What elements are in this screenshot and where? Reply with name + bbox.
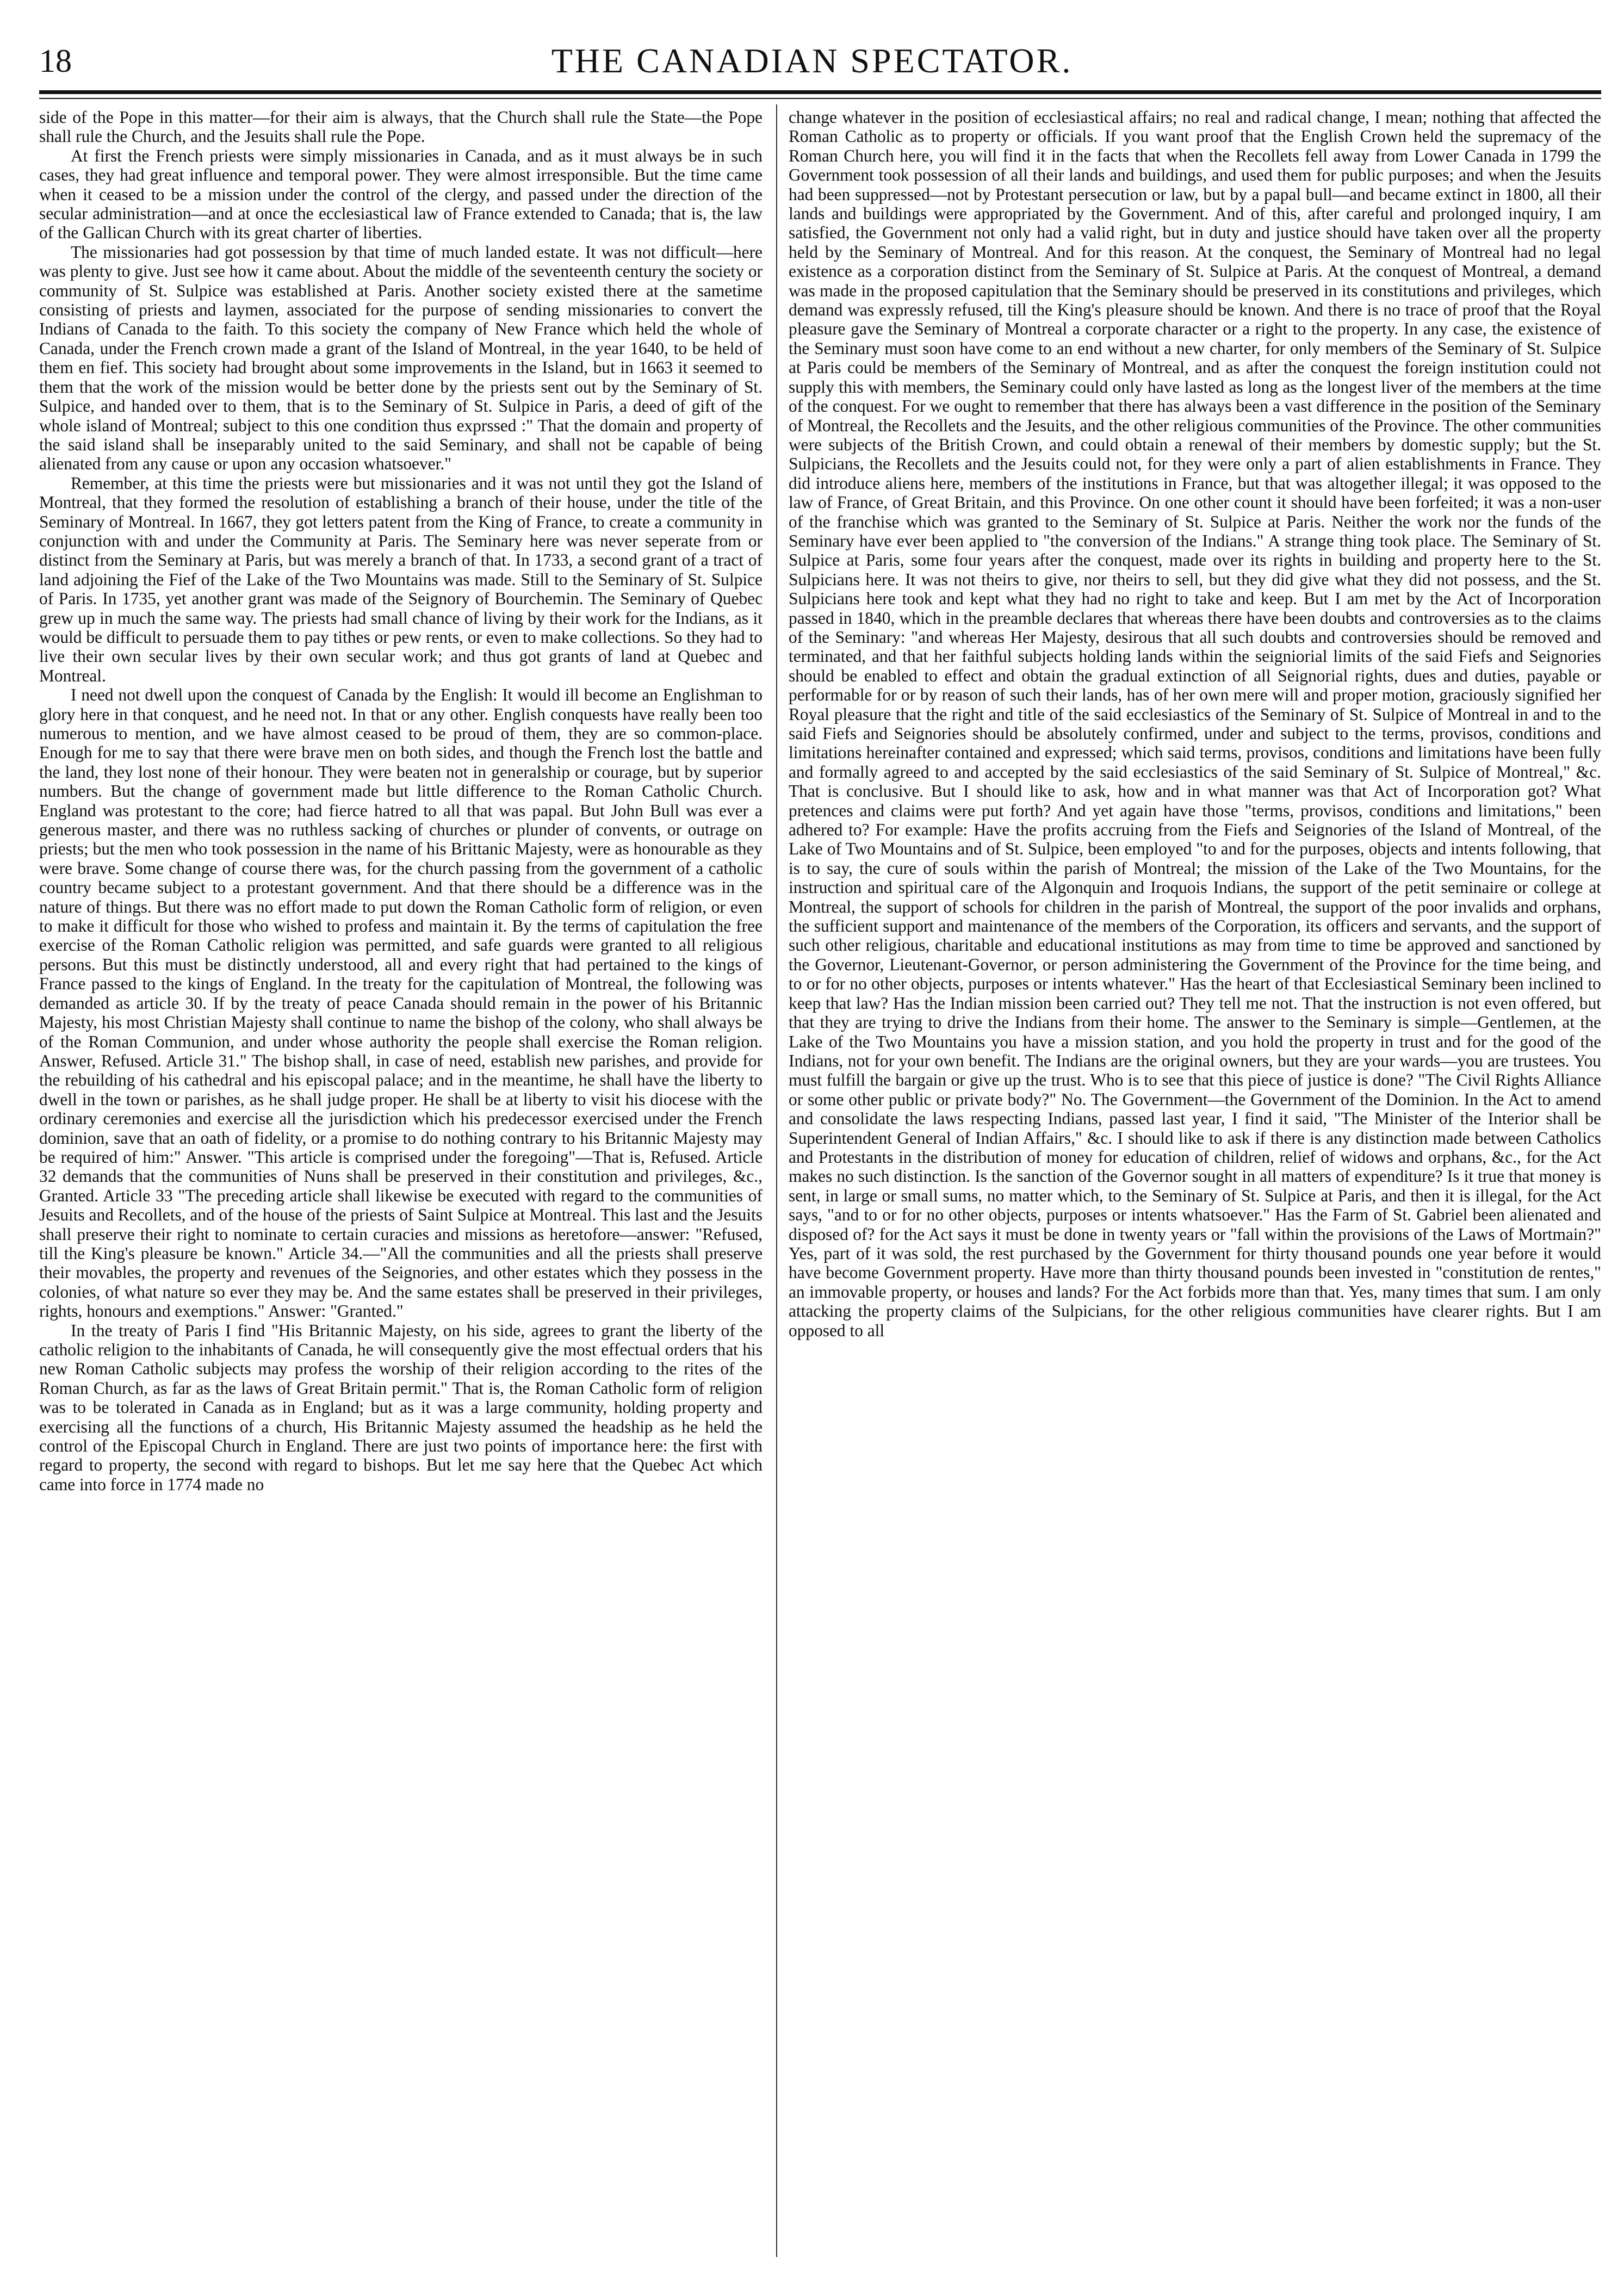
paragraph: The missionaries had got possession by that time of much landed estate. It was not difficult—here was plenty to give. Just see how it came about. About the middle of the seventeenth century the society or community of St. Sulpice was established at Paris. Another society existed there at the sametime consisting of priests and laymen, associated for the purpose of sending missionaries to convert the Indians of Canada to the faith. To this society the company of New France which held the whole of Canada, under the French crown made a grant of the Island of Montreal, in the year 1640, to be held of them en fief. This society had brought about some improvements in the Island, but in 1663 it seemed to them that the work of the mission would be better done by the priests sent out by the Seminary of St. Sulpice, and handed over to them, that is to the Seminary of St. Sulpice in Paris, a deed of gift of the whole island of Montreal; subject to this one condition thus exprssed :" That the domain and property of the said island shall be inseparably united to the said Seminary, and shall not be capable of being alienated from any cause or upon any occasion whatsoever."	[39, 242, 763, 474]
paragraph: Remember, at this time the priests were but missionaries and it was not until they got the Island of Montreal, that they formed the resolution of establishing a branch of their house, under the title of the Seminary of Montreal. In 1667, they got letters patent from the King of France, to create a community in conjunction with and under the Community at Paris. The Seminary here was never seperate from or distinct from the Seminary at Paris, but was merely a branch of that. In 1733, a second grant of a tract of land adjoining the Fief of the Lake of the Two Mountains was made. Still to the Seminary of St. Sulpice of Paris. In 1735, yet another grant was made of the Seignory of Bourchemin. The Seminary of Quebec grew up in much the same way. The priests had small chance of living by their work for the Indians, as it would be difficult to persuade them to pay tithes or pew rents, or even to make collections. So they had to live their own secular lives by their own secular work; and thus got grants of land at Quebec and Montreal.	[39, 473, 763, 685]
paragraph: change whatever in the position of ecclesiastical affairs; no real and radical change, I mean; nothing that affected the Roman Catholic as to property or officials. If you want proof that the English Crown held the supremacy of the Roman Church here, you will find it in the facts that when the Recollets fell away from Lower Canada in 1799 the Government took possession of all their lands and buildings, and used them for public purposes; and when the Jesuits had been suppressed—not by Protestant persecution or law, but by a papal bull—and became extinct in 1800, all their lands and buildings were appropriated by the Government. And of this, after careful and prolonged inquiry, I am satisfied, the Government not only had a valid right, but in duty and justice should have taken over all the property held by the Seminary of Montreal. And for this reason. At the conquest, the Seminary of Montreal had no legal existence as a corporation distinct from the Seminary of St. Sulpice at Paris. At the conquest of Montreal, a demand was made in the proposed capitulation that the Seminary should be preserved in its constitutions and privileges, which demand was expressly refused, till the King's pleasure should be known. And there is no trace of proof that the Royal pleasure gave the Seminary of Montreal a corporate character or a right to the property. In any case, the existence of the Seminary must soon have come to an end without a new charter, for only members of the Seminary of St. Sulpice at Paris could be members of the Seminary of Montreal, and as after the conquest the foreign institution could not supply this with members, the Seminary could only have lasted as long as the longest liver of the members at the time of the conquest. For we ought to remember that there has always been a vast difference in the position of the Seminary of Montreal, the Recollets and the Jesuits, and the other religious communities of the Province. The other communities were subjects of the British Crown, and could obtain a renewal of their members by domestic supply; but the St. Sulpicians, the Recollets and the Jesuits could not, for they were only a part of alien establishments in France. They did introduce aliens here, members of the institutions in France, but that was altogether illegal; it was opposed to the law of France, of Great Britain, and this Province. On one other count it should have been forfeited; it was a non-user of the franchise which was granted to the Seminary of St. Sulpice at Paris. Neither the work nor the funds of the Seminary have ever been applied to "the conversion of the Indians." A strange thing took place. The Seminary of St. Sulpice at Paris, some four years after the conquest, made over its rights in building and property here to the St. Sulpicians here. It was not theirs to give, nor theirs to sell, but they did give what they did not possess, and the St. Sulpicians here took and kept what they had no right to take and keep. But I am met by the Act of Incorporation passed in 1840, which in the preamble declares that whereas there have been doubts and controversies as to the claims of the Seminary: "and whereas Her Majesty, desirous that all such doubts and controversies should be removed and terminated, and that her faithful subjects holding lands within the seigniorial limits of the said Fiefs and Seignories should be enabled to effect and obtain the gradual extinction of all Seignorial rights, dues and duties, payable or performable for or by reason of such their lands, has of her own mere will and proper motion, graciously signified her Royal pleasure that the right and title of the said ecclesiastics of the Seminary of St. Sulpice of Montreal in and to the said Fiefs and Seignories should be absolutely confirmed, under and subject to the terms, provisos, conditions and limitations hereinafter contained and expressed; which said terms, provisos, conditions and limitations have been fully and formally agreed to and accepted by the said ecclesiastics of the said Seminary of St. Sulpice of Montreal," &c. That is conclusive. But I should like to ask, how and in what manner was that Act of Incorporation got? What pretences and claims were put forth? And yet again have those "terms, provisos, conditions and limitations," been adhered to? For example: Have the profits accruing from the Fiefs and Seignories of the Island of Montreal, of the Lake of Two Mountains and of St. Sulpice, been employed "to and for the purposes, objects and intents following, that is to say, the cure of souls within the parish of Montreal; the mission of the Lake of the Two Mountains, for the instruction and spiritual care of the Algonquin and Iroquois Indians, the support of the petit seminaire or college at Montreal, the support of schools for children in the parish of Montreal, the support of the poor invalids and orphans, the sufficient support and maintenance of the members of the Corporation, its officers and servants, and the support of such other religious, charitable and educational institutions as may from time to time be approved and sanctioned by the Governor, Lieutenant-Governor, or person administering the Government of the Province for the time being, and to or for no other objects, purposes or intents whatever." Has the heart of that Ecclesiastical Seminary been inclined to keep that law? Has the Indian mission been carried out? They tell me not. That the instruction is not even offered, but that they are trying to drive the Indians from their home. The answer to the Seminary is simple—Gentlemen, at the Lake of the Two Mountains you have a mission station, and you hold the property in trust and for the good of the Indians, not for your own benefit. The Indians are the original owners, but they are your wards—you are trustees. You must fulfill the bargain or give up the trust. Who is to see that this piece of justice is done? "The Civil Rights Alliance or some other public or private body?" No. The Government—the Government of the Dominion. In the Act to amend and consolidate the laws respecting Indians, passed last year, I find it said, "The Minister of the Interior shall be Superintendent General of Indian Affairs," &c. I should like to ask if there is any distinction made between Catholics and Protestants in the distribution of money for education of children, relief of widows and orphans, &c., for the Act makes no such distinction. Is the sanction of the Governor sought in all matters of expenditure? Is it true that money is sent, in large or small sums, no matter which, to the Seminary of St. Sulpice at Paris, and then it is illegal, for the Act says, "and to or for no other objects, purposes or intents whatsoever." Has the Farm of St. Gabriel been alienated and disposed of? for the Act says it must be done in twenty years or "fall within the provisions of the Laws of Mortmain?" Yes, part of it was sold, the rest purchased by the Government for thirty thousand pounds one year before it would have become Government property. Have more than thirty thousand pounds been invested in "constitution de rentes," an immovable property, or houses and lands? For the Act forbids more than that. Yes, many times that sum. I am only attacking the property claims of the Sulpicians, for the other religious communities have clearer rights. But I am opposed to all	[789, 108, 1601, 1340]
column-divider	[776, 104, 777, 2257]
paragraph: side of the Pope in this matter—for their aim is always, that the Church shall rule the State—the Pope shall rule the Church, and the Jesuits shall rule the Pope.	[39, 108, 763, 146]
left-column	[39, 108, 763, 1494]
page-number: 18	[39, 43, 72, 79]
paragraph: At first the French priests were simply missionaries in Canada, and as it must always be in such cases, they had great influence and temporal power. They were almost irresponsible. But the time came when it ceased to be a mission under the control of the clergy, and passed under the direction of the secular administration—and at once the ecclesiastical law of France extended to Canada; that is, the law of the Gallican Church with its great charter of liberties.	[39, 146, 763, 243]
paragraph: I need not dwell upon the conquest of Canada by the English: It would ill become an Englishman to glory here in that conquest, and he need not. In that or any other. English conquests have really been too numerous to mention, and we have almost ceased to be proud of them, they are so common-place. Enough for me to say that there were brave men on both sides, and though the French lost the battle and the land, they lost none of their honour. They were beaten not in generalship or courage, but by superior numbers. But the change of government made but little difference to the Roman Catholic Church. England was protestant to the core; had fierce hatred to all that was papal. But John Bull was ever a generous master, and there was no ruthless sacking of churches or plunder of convents, or outrage on priests; but the men who took possession in the name of his Brittanic Majesty, were as honourable as they were brave. Some change of course there was, for the church passing from the government of a catholic country became subject to a protestant government. And that there should be a difference was in the nature of things. But there was no effort made to put down the Roman Catholic form of religion, or even to make it difficult for those who wished to profess and maintain it. By the terms of capitulation the free exercise of the Roman Catholic religion was permitted, and safe guards were granted to all religious persons. But this must be distinctly understood, all and every right that had pertained to the kings of France passed to the kings of England. In the treaty for the capitulation of Montreal, the following was demanded as article 30. If by the treaty of peace Canada should remain in the power of his Britannic Majesty, his most Christian Majesty shall continue to name the bishop of the colony, who shall always be of the Roman Communion, and under whose authority the people shall exercise the Roman religion. Answer, Refused. Article 31." The bishop shall, in case of need, establish new parishes, and provide for the rebuilding of his cathedral and his episcopal palace; and in the meantime, he shall have the liberty to dwell in the town or parishes, as he shall judge proper. He shall be at liberty to visit his diocese with the ordinary ceremonies and exercise all the jurisdiction which his predecessor exercised under the French dominion, save that an oath of fidelity, or a promise to do nothing contrary to his Britannic Majesty may be required of him:" Answer. "This article is comprised under the foregoing"—That is, Refused. Article 32 demands that the communities of Nuns shall be preserved in their constitution and privileges, &c., Granted. Article 33 "The preceding article shall likewise be executed with regard to the communities of Jesuits and Recollets, and of the house of the priests of Saint Sulpice at Montreal. This last and the Jesuits shall preserve their right to nominate to certain curacies and missions as heretofore—answer: "Refused, till the King's pleasure be known." Article 34.—"All the communities and all the priests shall preserve their movables, the property and revenues of the Seignories, and other estates which they possess in the colonies, of what nature so ever they may be. And the same estates shall be preserved in their privileges, rights, honours and exemptions." Answer: "Granted."	[39, 685, 763, 1321]
header-rule-thick	[39, 90, 1601, 94]
right-column	[789, 108, 1601, 1340]
paragraph: In the treaty of Paris I find "His Britannic Majesty, on his side, agrees to grant the liberty of the catholic religion to the inhabitants of Canada, he will consequently give the most effectual orders that his new Roman Catholic subjects may profess the worship of their religion according to the rites of the Roman Church, as far as the laws of Great Britain permit." That is, the Roman Catholic form of religion was to be tolerated in Canada as in England; but as it was a large community, holding property and exercising all the functions of a church, His Britannic Majesty assumed the headship as he held the control of the Episcopal Church in England. There are just two points of importance here: the first with regard to property, the second with regard to bishops. But let me say here that the Quebec Act which came into force in 1774 made no	[39, 1320, 763, 1494]
masthead-title: THE CANADIAN SPECTATOR.	[551, 41, 1073, 80]
header-rule-thin	[39, 98, 1601, 99]
